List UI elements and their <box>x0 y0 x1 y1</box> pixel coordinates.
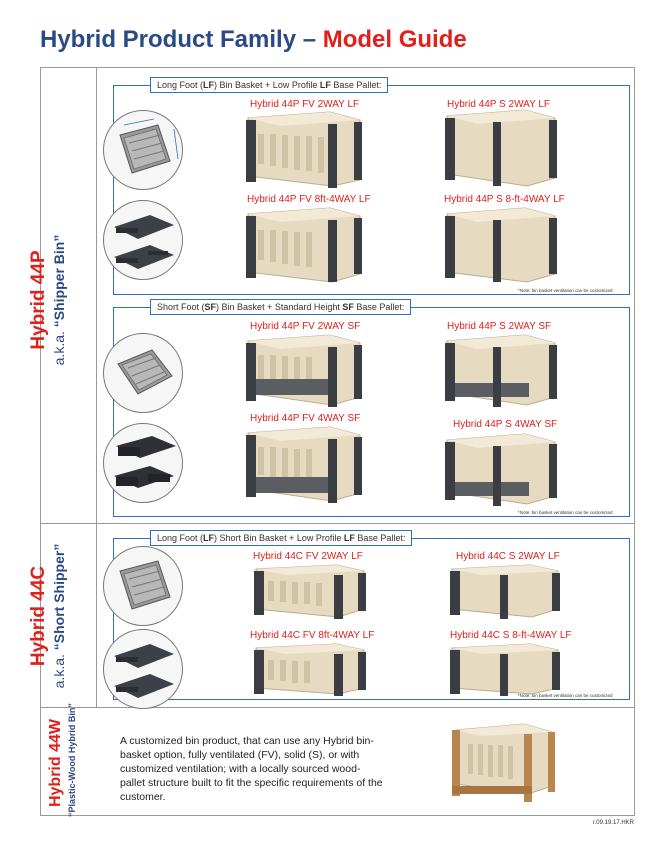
row-label-hybrid44p <box>28 180 72 420</box>
model-label: Hybrid 44P S 8-ft-4WAY LF <box>444 194 565 205</box>
footer-code: r.09.19.17.HKR <box>592 820 634 826</box>
row-name-hybrid44p: Hybrid 44P <box>28 250 49 350</box>
title-part-2: Model Guide <box>322 26 467 53</box>
bin-image <box>443 432 559 510</box>
model-label: Hybrid 44P FV 8ft-4WAY LF <box>247 194 371 205</box>
row-divider-1 <box>40 523 635 524</box>
bin-image <box>244 206 364 286</box>
section-header-44p-lf: Long Foot (LF) Bin Basket + Low Profile LF Base Pallet: <box>150 77 388 93</box>
model-label: Hybrid 44P FV 2WAY LF <box>250 99 360 110</box>
pallet-top-view-44c-lf <box>103 546 183 626</box>
wood-bin-image <box>450 722 556 806</box>
row-aka-hybrid44c: a.k.a. “Short Shipper” <box>51 543 67 689</box>
bin-image <box>244 110 364 192</box>
pallet-side-view-44p-sf <box>103 423 183 503</box>
pallet-top-icon <box>104 547 183 626</box>
model-label: Hybrid 44P FV 2WAY SF <box>250 321 361 332</box>
bin-image <box>244 333 364 411</box>
bin-image <box>448 563 562 623</box>
bin-image <box>252 563 368 623</box>
row-name-hybrid44w: Hybrid 44W <box>47 719 64 808</box>
row-aka-hybrid44p: a.k.a. “Shipper Bin” <box>51 234 67 366</box>
model-label: Hybrid 44P S 4WAY SF <box>453 419 558 430</box>
row-divider-2 <box>40 707 635 708</box>
bin-image <box>443 108 559 192</box>
hybrid44w-description: A customized bin product, that can use any Hybrid bin-basket option, fully ventilated (FV), solid (S), or with customized ventilation; with a locally sourced wood-pallet structure built to fit the specific requirements of the customer. <box>120 735 383 803</box>
bin-image <box>244 425 364 509</box>
model-label: Hybrid 44C FV 8ft-4WAY LF <box>250 630 375 641</box>
model-label: Hybrid 44C S 8-ft-4WAY LF <box>450 630 572 641</box>
model-label: Hybrid 44P FV 4WAY SF <box>250 413 361 424</box>
pallet-side-view-44p-lf <box>103 200 183 280</box>
row-label-hybrid44c <box>28 524 72 708</box>
ventilation-note: *Note: bin basket ventilation can be customized <box>518 288 613 293</box>
pallet-side-view-44c-lf <box>103 629 183 709</box>
section-header-44p-sf: Short Foot (SF) Bin Basket + Standard Height SF Base Pallet: <box>150 299 411 315</box>
label-column-divider <box>96 67 97 707</box>
row-aka-hybrid44w: “Plastic-Wood Hybrid Bin” <box>67 703 77 817</box>
pallet-side-icon <box>104 630 183 709</box>
bin-image <box>443 333 559 411</box>
page-title <box>40 26 467 54</box>
model-label: Hybrid 44C S 2WAY LF <box>456 551 560 562</box>
bin-image <box>252 642 368 700</box>
bin-image <box>448 642 562 700</box>
title-part-1: Hybrid Product Family – <box>40 26 317 53</box>
row-label-hybrid44w <box>46 703 82 817</box>
bin-image <box>443 206 559 286</box>
model-label: Hybrid 44P S 2WAY SF <box>447 321 552 332</box>
ventilation-note: *Note: bin basket ventilation can be customized <box>518 693 613 698</box>
pallet-top-icon <box>104 111 183 190</box>
ventilation-note: *Note: bin basket ventilation can be customized <box>518 510 613 515</box>
pallet-top-view-44p-lf <box>103 110 183 190</box>
section-header-44c-lf: Long Foot (LF) Short Bin Basket + Low Profile LF Base Pallet: <box>150 530 412 546</box>
model-label: Hybrid 44C FV 2WAY LF <box>253 551 363 562</box>
pallet-side-icon <box>104 424 183 503</box>
row-name-hybrid44c: Hybrid 44C <box>28 565 49 667</box>
pallet-top-view-44p-sf <box>103 333 183 413</box>
pallet-side-icon <box>104 201 183 280</box>
pallet-top-icon <box>104 334 183 413</box>
model-label: Hybrid 44P S 2WAY LF <box>447 99 551 110</box>
